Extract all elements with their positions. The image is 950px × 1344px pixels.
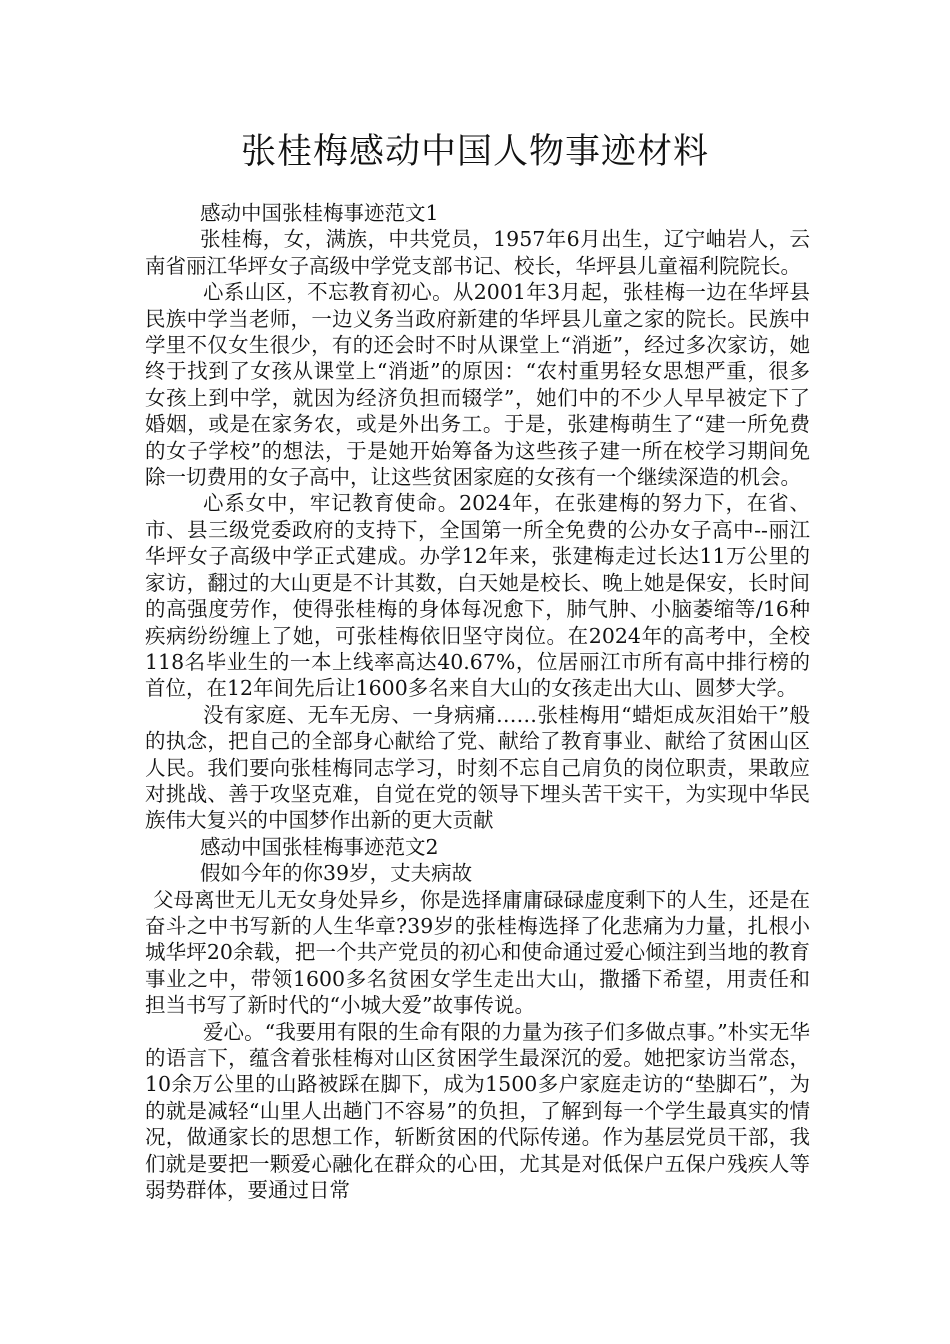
- paragraph: 没有家庭、无车无房、一身病痛……张桂梅用“蜡炬成灰泪始干”般的执念，把自己的全部身心献给了党、献给了教育事业、献给了贫困山区人民。我们要向张桂梅同志学习，时刻不忘自己肩负的岗位职责，果敢应对挑战、善于攻坚克难，自觉在党的领导下埋头苦干实干，为实现中华民族伟大复兴的中国梦作出新的更大贡献: [145, 702, 810, 833]
- paragraph: 心系女中，牢记教育使命。2024年，在张建梅的努力下，在省、市、县三级党委政府的支持下，全国第一所全免费的公办女子高中--丽江华坪女子高级中学正式建成。办学12年来，张建梅走过长达11万公里的家访，翻过的大山更是不计其数，白天她是校长、晚上她是保安，长时间的高强度劳作，使得张桂梅的身体每况愈下，肺气肿、小脑萎缩等/16种疾病纷纷缠上了她，可张桂梅依旧坚守岗位。在2024年的高考中，全校118名毕业生的一本上线率高达40.67%，位居丽江市所有高中排行榜的首位，在12年间先后让1600多名来自大山的女孩走出大山、圆梦大学。: [145, 491, 810, 701]
- paragraph: 爱心。“我要用有限的生命有限的力量为孩子们多做点事。”朴实无华的语言下，蕴含着张桂梅对山区贫困学生最深沉的爱。她把家访当常态，10余万公里的山路被踩在脚下，成为1500多户家庭走访的“垫脚石”，为的就是减轻“山里人出趟门不容易”的负担，了解到每一个学生最真实的情况，做通家长的思想工作，斩断贫困的代际传递。作为基层党员干部，我们就是要把一颗爱心融化在群众的心田，尤其是对低保户五保户残疾人等弱势群体，要通过日常: [145, 1019, 810, 1203]
- paragraph: 父母离世无儿无女身处异乡，你是选择庸庸碌碌虚度剩下的人生，还是在奋斗之中书写新的人生华章?39岁的张桂梅选择了化悲痛为力量，扎根小城华坪20余载，把一个共产党员的初心和使命通过爱心倾注到当地的教育事业之中，带领1600多名贫困女学生走出大山，撒播下希望，用责任和担当书写了新时代的“小城大爱”故事传说。: [145, 887, 810, 1018]
- document-title: 张桂梅感动中国人物事迹材料: [240, 132, 709, 172]
- section-heading: 感动中国张桂梅事迹范文2: [200, 834, 439, 859]
- paragraph: 心系山区，不忘教育初心。从2001年3月起，张桂梅一边在华坪县民族中学当老师，一边义务当政府新建的华坪县儿童之家的院长。民族中学里不仅女生很少，有的还会时不时从课堂上“消逝”，经过多次家访，她终于找到了女孩从课堂上“消逝”的原因：“农村重男轻女思想严重，很多女孩上到中学，就因为经济负担而辍学”，她们中的不少人早早被定下了婚姻，或是在家务农，或是外出务工。于是，张建梅萌生了“建一所免费的女子学校”的想法，于是她开始筹备为这些孩子建一所在校学习期间免除一切费用的女子高中，让这些贫困家庭的女孩有一个继续深造的机会。: [145, 280, 810, 490]
- document-body: [145, 200, 810, 1203]
- section-heading: 感动中国张桂梅事迹范文1: [200, 201, 439, 225]
- paragraph: 张桂梅，女，满族，中共党员，1957年6月出生，辽宁岫岩人，云南省丽江华坪女子高级中学党支部书记、校长，华坪县儿童福利院院长。: [145, 227, 810, 278]
- paragraph: 假如今年的你39岁，丈夫病故: [200, 861, 473, 886]
